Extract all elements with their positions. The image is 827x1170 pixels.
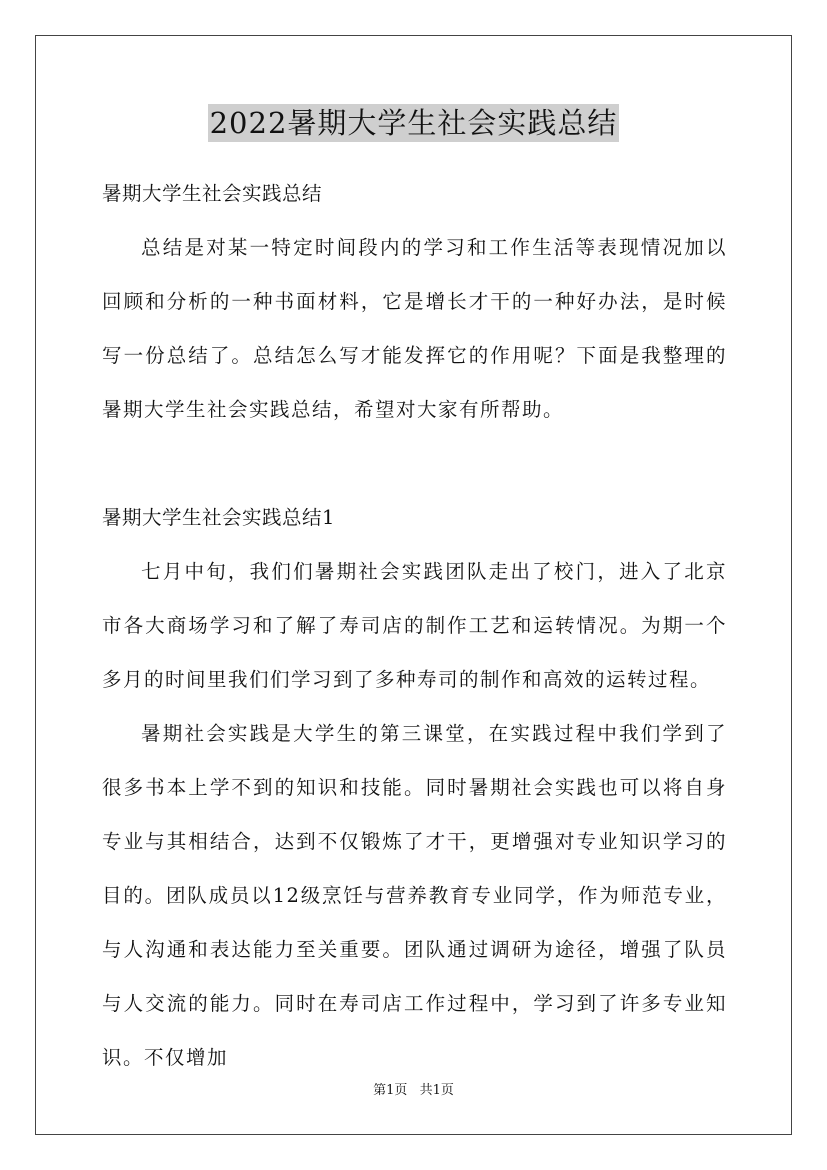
- document-subtitle: 暑期大学生社会实践总结: [102, 182, 323, 205]
- document-title: 2022暑期大学生社会实践总结: [209, 106, 618, 140]
- page-footer: [0, 1081, 827, 1101]
- page-total: 共1页: [419, 1083, 454, 1098]
- body-paragraph: 七月中旬，我们们暑期社会实践团队走出了校门，进入了北京市各大商场学习和了解了寿司店的制作工艺和运转情况。为期一个多月的时间里我们们学习到了多种寿司的制作和高效的运转过程。: [102, 560, 727, 691]
- intro-paragraph: 总结是对某一特定时间段内的学习和工作生活等表现情况加以回顾和分析的一种书面材料，它是增长才干的一种好办法，是时候写一份总结了。总结怎么写才能发挥它的作用呢？下面是我整理的暑期大学生社会实践总结，希望对大家有所帮助。: [102, 236, 727, 421]
- section-heading: 暑期大学生社会实践总结1: [102, 506, 335, 529]
- document-body: [102, 176, 727, 1085]
- page-number: 第1页: [373, 1083, 408, 1098]
- title-container: [0, 104, 827, 142]
- section-spacer: [102, 437, 727, 491]
- body-paragraph: 暑期社会实践是大学生的第三课堂，在实践过程中我们学到了很多书本上学不到的知识和技能。同时暑期社会实践也可以将自身专业与其相结合，达到不仅锻炼了才干，更增强对专业知识学习的目的。团队成员以12级烹饪与营养教育专业同学，作为师范专业，与人沟通和表达能力至关重要。团队通过调研为途径，增强了队员与人交流的能力。同时在寿司店工作过程中，学习到了许多专业知识。不仅增加: [102, 722, 727, 1069]
